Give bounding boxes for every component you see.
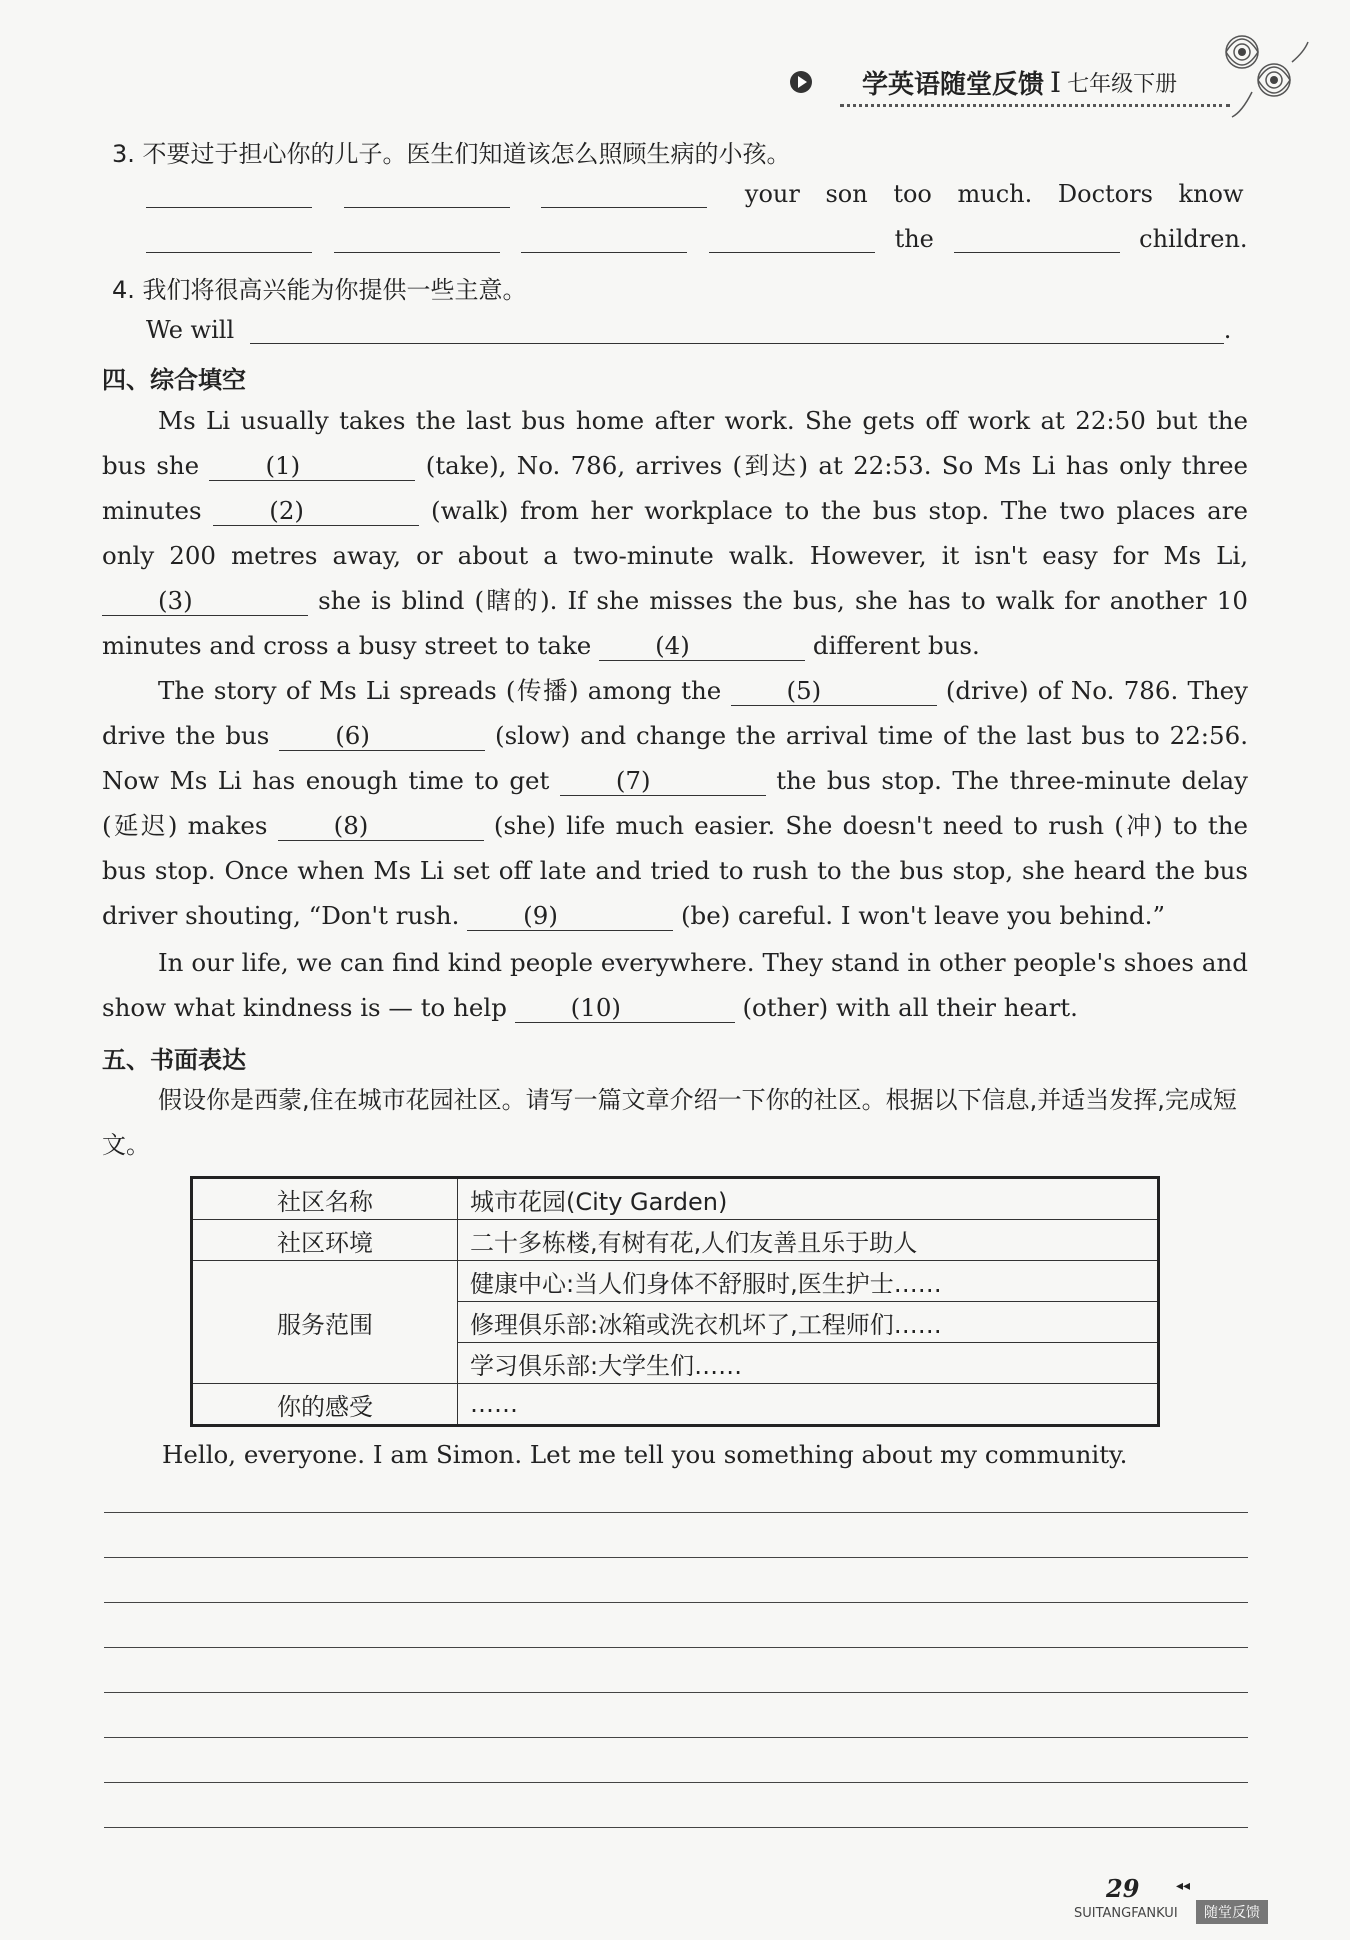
table-row (192, 1220, 1159, 1261)
play-icon (790, 71, 812, 93)
service-repair-cell: 修理俱乐部:冰箱或洗衣机坏了,工程师们…… (458, 1302, 1159, 1343)
book-title: 学英语随堂反馈 (862, 69, 1045, 100)
cloze-number-10: (10) (570, 993, 621, 1022)
cloze-blank-5[interactable] (731, 677, 937, 706)
p2-text-d: the bus stop. The three-minute delay (延迟) makes (102, 766, 1248, 840)
q4-prompt: 4. 我们将很高兴能为你提供一些主意。 (112, 276, 527, 304)
cloze-number-4: (4) (655, 631, 690, 660)
writing-line-1[interactable] (104, 1512, 1248, 1513)
q3-prompt: 3. 不要过于担心你的儿子。医生们知道该怎么照顾生病的小孩。 (112, 140, 791, 168)
cloze-blank-2[interactable] (213, 497, 419, 526)
q3-line1-text: your son too much. Doctors know (744, 180, 1244, 208)
header-dotted-rule (840, 104, 1230, 107)
cloze-number-1: (1) (265, 451, 301, 480)
section4-paragraph-2 (102, 668, 1248, 938)
cloze-blank-8[interactable] (278, 812, 484, 841)
p1-text-c: (walk) from her workplace to the bus stop. The two places are only 200 metres away, or about a two-minute walk. However, it isn't easy for Ms Li, (102, 496, 1248, 570)
name-label-cell: 社区名称 (192, 1178, 458, 1220)
p2-text-a: The story of Ms Li spreads (传播) among the (158, 676, 722, 705)
writing-line-6[interactable] (104, 1737, 1248, 1738)
q3-children: children. (1139, 225, 1248, 253)
q3-blank-2[interactable] (344, 181, 510, 208)
cloze-number-7: (7) (615, 766, 651, 795)
writing-line-7[interactable] (104, 1782, 1248, 1783)
writing-line-5[interactable] (104, 1692, 1248, 1693)
q3-blank-7[interactable] (709, 226, 875, 253)
essay-opening: Hello, everyone. I am Simon. Let me tell you something about my community. (162, 1440, 1128, 1469)
p2-text-f: (be) careful. I won't leave you behind.” (680, 901, 1165, 930)
community-info-table (190, 1176, 1160, 1427)
arrows-icon: ◂◂ (1176, 1878, 1191, 1894)
feel-value-cell: …… (458, 1384, 1159, 1426)
service-health-cell: 健康中心:当人们身体不舒服时,医生护士…… (458, 1261, 1159, 1302)
section4-paragraph-3 (102, 940, 1248, 1030)
section5-title: 五、书面表达 (102, 1046, 246, 1074)
writing-line-8[interactable] (104, 1827, 1248, 1828)
q3-line2 (146, 225, 1248, 253)
q3-the: the (894, 225, 934, 253)
q4-start: We will (146, 316, 235, 344)
q3-blank-5[interactable] (334, 226, 500, 253)
q3-blank-6[interactable] (521, 226, 687, 253)
cloze-blank-3[interactable] (102, 587, 308, 616)
section4-paragraph-1 (102, 398, 1248, 668)
q3-blank-8[interactable] (954, 226, 1120, 253)
p3-text-a: In our life, we can find kind people everywhere. They stand in other people's shoes and show what kindness is — to help (102, 948, 1248, 1022)
table-row (192, 1261, 1159, 1302)
cloze-number-2: (2) (269, 496, 304, 525)
p2-text-c: (slow) and change the arrival time of the last bus to 22:56. Now Ms Li has enough time to get (102, 721, 1248, 795)
cloze-number-9: (9) (523, 901, 558, 930)
p1-text-b: (take), No. 786, arrives (到达) at 22:53. So Ms Li has only three minutes (102, 451, 1248, 525)
q3-blank-4[interactable] (146, 226, 312, 253)
cloze-blank-4[interactable] (599, 632, 805, 661)
writing-line-4[interactable] (104, 1647, 1248, 1648)
cloze-number-3: (3) (158, 586, 193, 615)
cloze-blank-10[interactable] (515, 994, 735, 1023)
cloze-number-5: (5) (786, 676, 822, 705)
p2-text-e: (she) life much easier. She doesn't need to rush (冲) to the bus stop. Once when Ms Li set off late and tried to rush to the bus stop, she heard the bus driver shouting, “Don't rush. (102, 811, 1248, 930)
brand-label: SUITANGFANKUI (1074, 1906, 1178, 1921)
table-row (192, 1384, 1159, 1426)
service-study-cell: 学习俱乐部:大学生们…… (458, 1343, 1159, 1384)
env-label-cell: 社区环境 (192, 1220, 458, 1261)
flower-decoration-icon (1212, 22, 1312, 122)
q3-blank-1[interactable] (146, 181, 312, 208)
cloze-number-8: (8) (333, 811, 369, 840)
section4-title: 四、综合填空 (102, 366, 246, 394)
header-separator: I (1050, 65, 1062, 99)
table-row (192, 1178, 1159, 1220)
p1-text-e: different bus. (812, 631, 980, 660)
brand-badge: 随堂反馈 (1196, 1900, 1268, 1924)
section5-instruction: 假设你是西蒙,住在城市花园社区。请写一篇文章介绍一下你的社区。根据以下信息,并适当发挥,完成短文。 (102, 1086, 1237, 1159)
q4-end: . (1223, 316, 1232, 344)
q4-blank[interactable] (250, 317, 1224, 344)
grade-label: 七年级下册 (1067, 71, 1178, 97)
page-number: 29 (1106, 1874, 1140, 1903)
page-header (790, 62, 1177, 102)
cloze-blank-7[interactable] (560, 767, 766, 796)
service-label-cell: 服务范围 (192, 1261, 458, 1384)
cloze-blank-9[interactable] (467, 902, 673, 931)
p3-text-b: (other) with all their heart. (742, 993, 1078, 1022)
p1-text-d: she is blind (瞎的). If she misses the bus, she has to walk for another 10 minutes and cross a busy street to take (102, 586, 1248, 660)
q4-line (146, 316, 1231, 344)
cloze-blank-1[interactable] (209, 452, 415, 481)
p2-text-b: (drive) of No. 786. They drive the bus (102, 676, 1248, 750)
feel-label-cell: 你的感受 (192, 1384, 458, 1426)
name-value-cell: 城市花园(City Garden) (458, 1178, 1159, 1220)
writing-line-3[interactable] (104, 1602, 1248, 1603)
cloze-number-6: (6) (335, 721, 370, 750)
writing-line-2[interactable] (104, 1557, 1248, 1558)
cloze-blank-6[interactable] (279, 722, 485, 751)
p1-text-a: Ms Li usually takes the last bus home after work. She gets off work at 22:50 but the bus she (102, 406, 1248, 480)
q3-blank-3[interactable] (541, 181, 707, 208)
env-value-cell: 二十多栋楼,有树有花,人们友善且乐于助人 (458, 1220, 1159, 1261)
q3-line1 (146, 180, 1244, 208)
